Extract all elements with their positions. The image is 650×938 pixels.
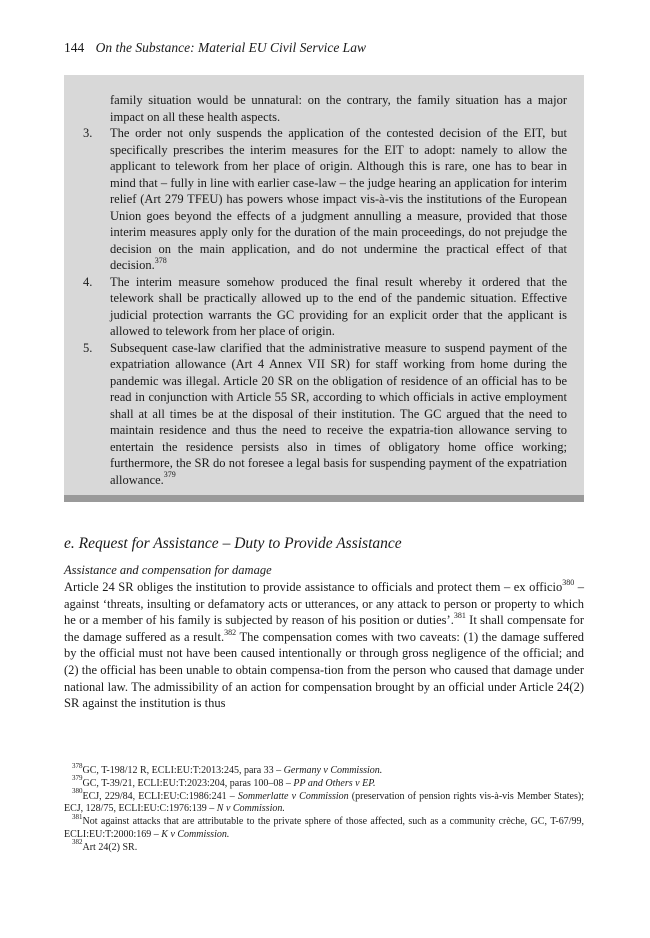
body-text-segment: The compensation comes with two caveats: (1) the damage suffered by the official must not have been caused intentionally or through gross negligence of the official; and (2) the official has been unable to obtain compensa-tion from the person who caused that damage under national law. The admissibility of an action for compensation brought by an official under Article 24(2) SR against the institution is thus [64,629,585,711]
footnote-case-name: Germany v Commission. [283,765,383,776]
running-header [64,40,594,56]
subheading: Assistance and compensation for damage [64,563,272,577]
footnotes [64,761,584,855]
box-list-item-3 [83,125,567,274]
page-number: 144 [64,40,85,55]
footnote-text: ECJ, 229/84, ECLI:EU:C:1986:241 – [82,790,238,802]
body-paragraph [64,579,584,712]
box-list-item-4 [83,274,567,340]
list-item-number: 5. [83,340,93,355]
list-item-text: The order not only suspends the application of the contested decision of the EIT, but specifically prescribes the interim measures for the EIT to adopt: namely to allow the applicant to telework from her place of origin. Although this is rare, one has to bear in mind that – fully in line with earlier case-law – the judge hearing an application for interim relief (Art 279 TFEU) has powers whose impact vis-à-vis the institutions of the European Union goes beyond the effects of a judgment annulling a measure, provided that those interim measures apply only for the duration of the main proceedings, do not prejudge the decision on the main application, and do not undermine the practical effect of that decision. [110,126,567,272]
section-title: e. Request for Assistance – Duty to Provide Assistance [64,535,402,552]
footnote-case-name: PP and Others v EP. [293,777,376,789]
footnote-ref-380[interactable]: 380 [562,577,575,587]
footnote-380 [64,787,584,817]
footnote-number: 379 [72,774,83,783]
box-list-item-5 [83,340,567,489]
footnote-text: GC, T-39/21, ECLI:EU:T:2023:204, paras 100–08 – [82,777,294,789]
footnote-ref-381[interactable]: 381 [453,611,466,621]
footnote-381 [64,812,584,842]
list-item-text: Subsequent case-law clarified that the administrative measure to suspend payment of the expatriation allowance (Art 4 Annex VII SR) for staff working from home during the pandemic was illegal. Article 20 SR on the obligation of residence of an official has to be read in conjunction with Article 55 SR, according to which officials in active employment shall at all times be at the disposal of their institution. The GC argued that the need to maintain residence and thus the need to receive the expatria-tion allowance serving to entertain the residence persists also in times of obligatory home office working; furthermore, the SR do not foresee a legal basis for suspending payment of the expatriation allowance. [110,340,567,487]
footnote-number: 381 [72,812,83,821]
footnote-379 [64,774,584,791]
footnote-text: Not against attacks that are attributable to the private sphere of those affected, such as a community crèche, GC, T-67/99, ECLI:EU:T:2000:169 – [64,816,584,840]
footnote-382 [64,838,584,855]
running-title: On the Substance: Material EU Civil Service Law [95,40,366,55]
body-text-segment: It shall compensate for the damage suffered as a result. [64,613,584,644]
footnote-number: 380 [72,787,83,796]
footnote-number: 382 [72,838,83,847]
body-text-segment: Article 24 SR obliges the institution to provide assistance to officials and protect them – ex officio [64,580,563,594]
footnote-ref-382[interactable]: 382 [224,627,237,637]
footnote-text: GC, T-198/12 R, ECLI:EU:T:2013:245, para 33 – [82,765,284,776]
footnote-case-name: Sommerlatte v Commission [237,790,349,802]
body-text-segment: – against ‘threats, insulting or defamatory acts or utterances, or any attack to person or property to which he or a member of his family is subjected by reason of his position or duties’. [64,580,584,628]
box-lead-paragraph: family situation would be unnatural: on the contrary, the family situation has a major impact on all these health aspects. [110,93,567,124]
commentary-box-bottom-rule [64,495,584,502]
footnote-378 [64,761,584,778]
footnote-text: (preservation of pension rights vis-à-vis Member States); ECJ, 128/75, ECLI:EU:C:1976:139 – [64,790,584,815]
footnote-case-name: K v Commission. [161,828,230,840]
commentary-box-content [83,92,567,488]
footnote-ref-379[interactable]: 379 [163,470,176,480]
footnote-number: 378 [72,761,83,770]
footnote-case-name: N v Commission. [216,803,285,815]
footnote-ref-378[interactable]: 378 [154,255,167,265]
list-item-text: The interim measure somehow produced the final result whereby it ordered that the telework shall be practically allowed up to the end of the pandemic situation. Effective judicial protection warrants the GC providing for an explicit order that the applicant is allowed to telework from her place of origin. [110,274,567,338]
footnote-text: Art 24(2) SR. [82,841,138,853]
list-item-number: 4. [83,274,93,289]
list-item-number: 3. [83,126,93,140]
